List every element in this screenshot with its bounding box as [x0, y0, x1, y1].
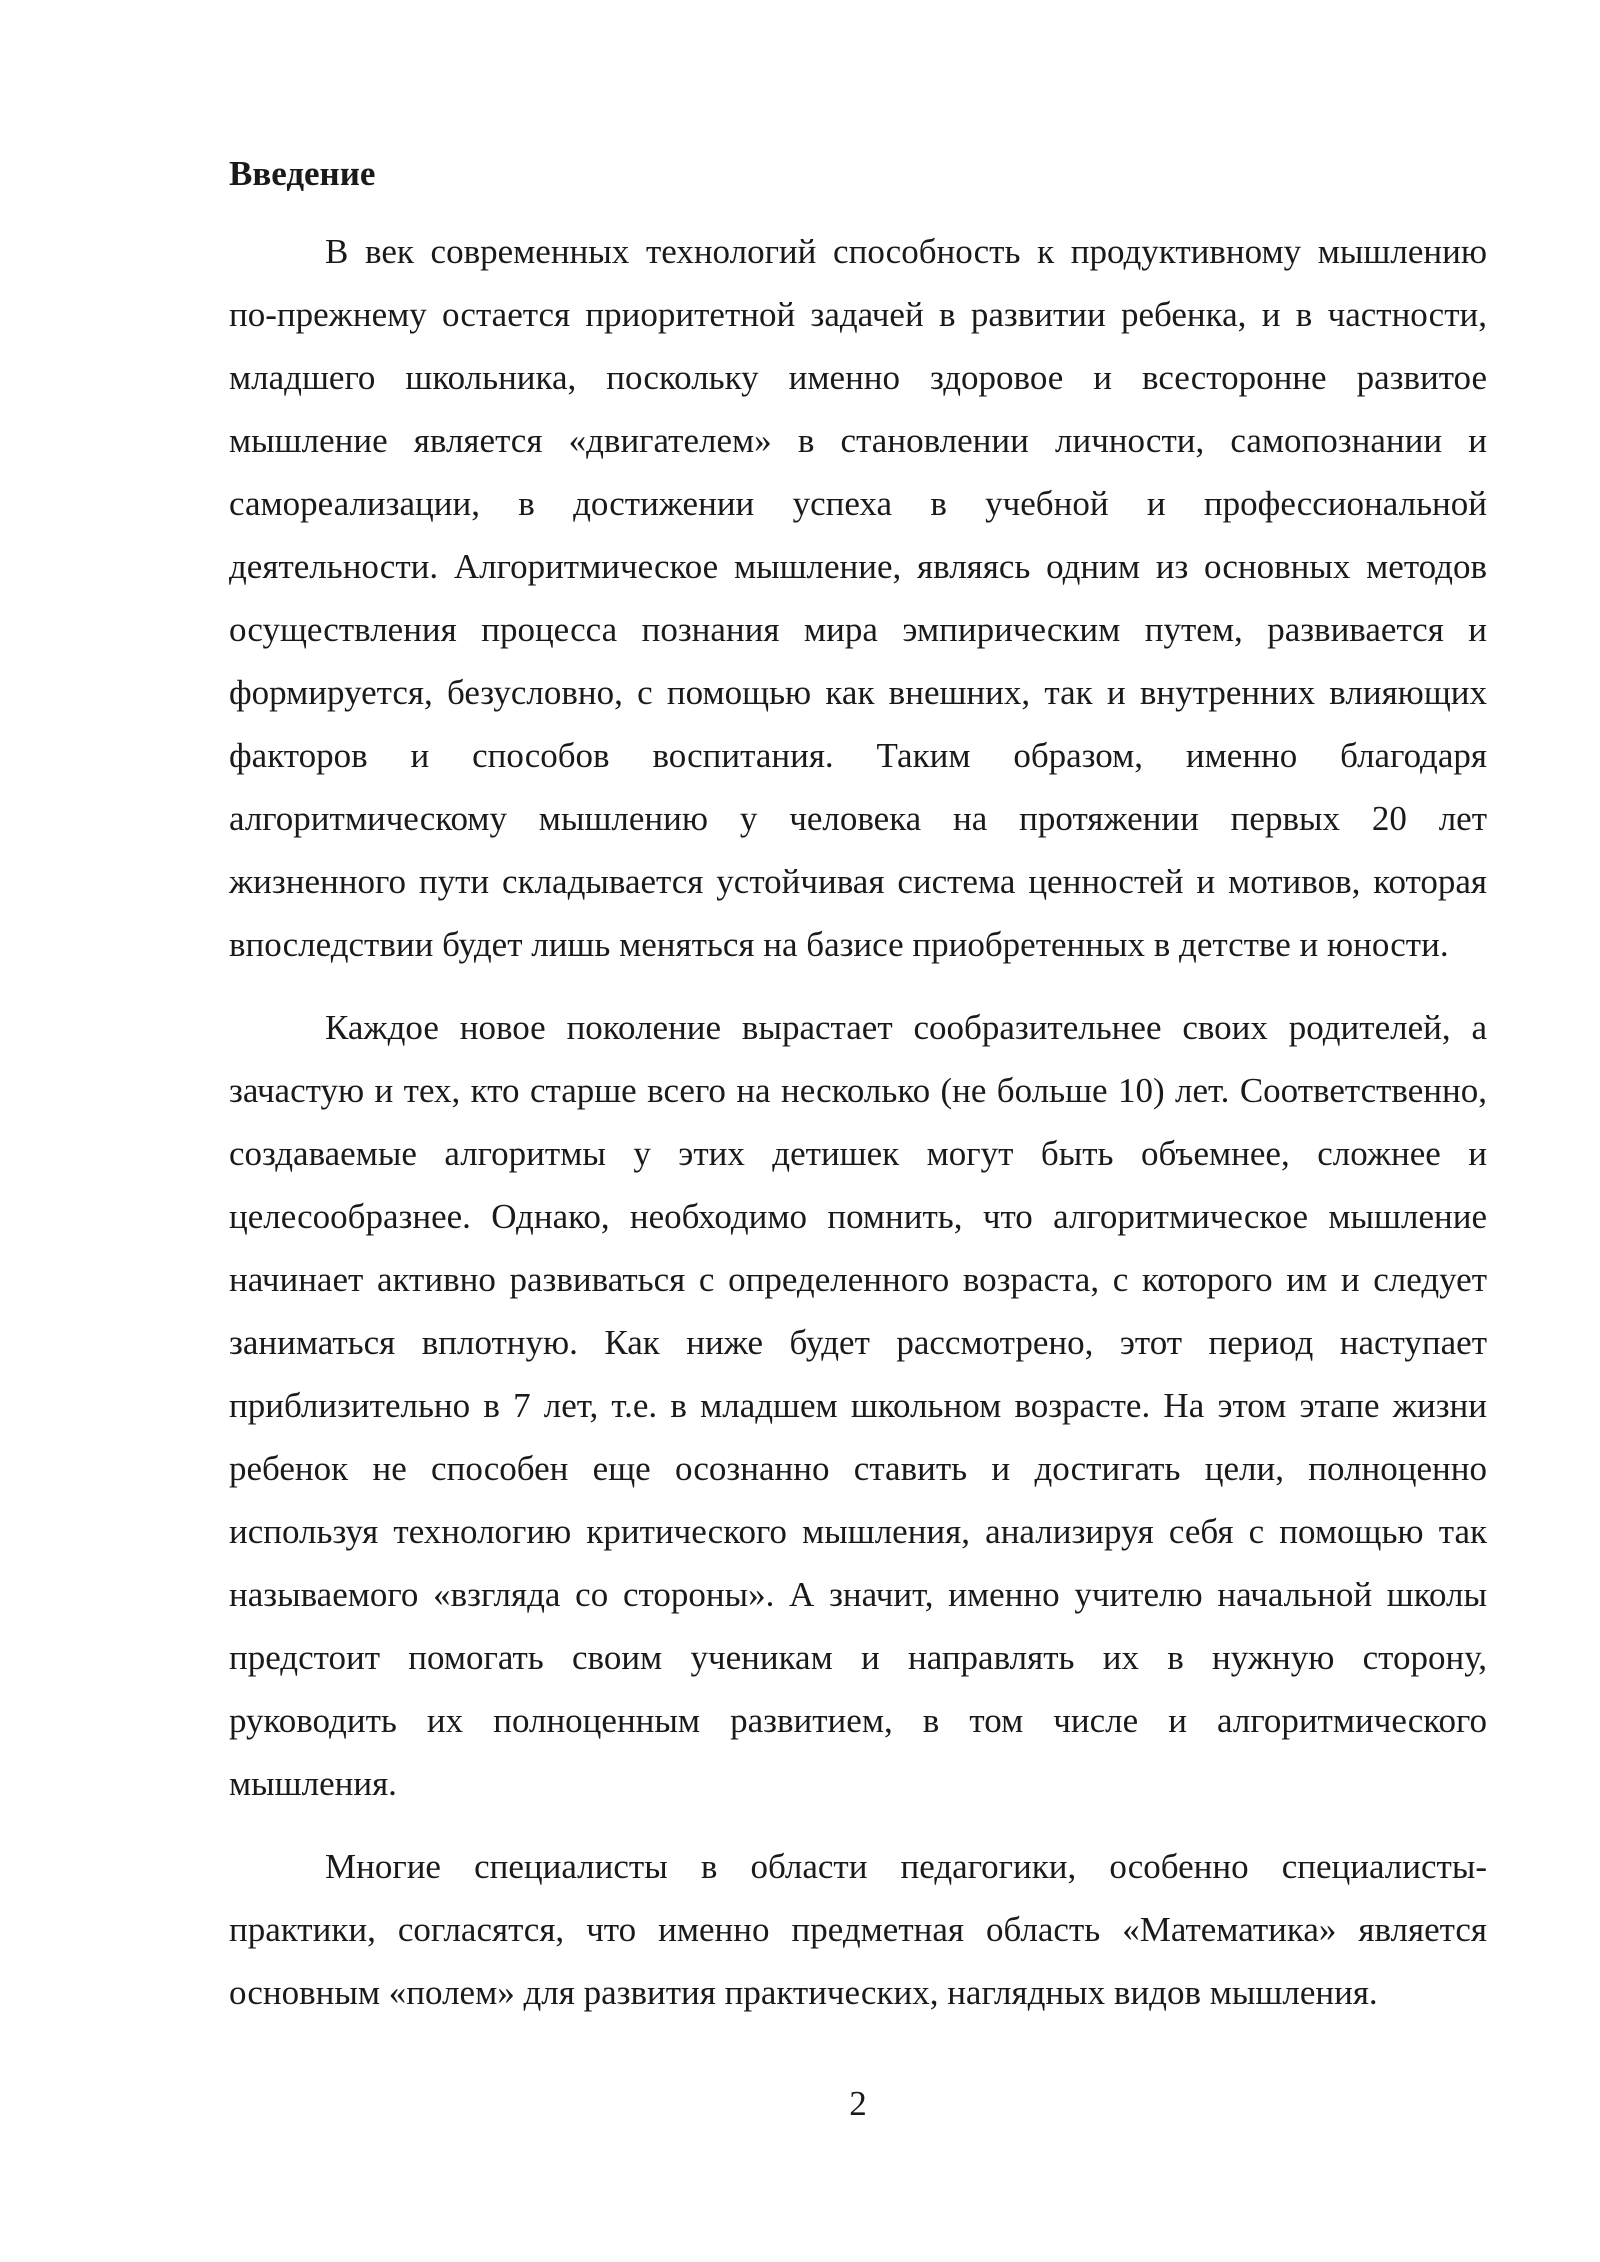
page-body	[229, 148, 1487, 2044]
paragraph: В век современных технологий способность к продуктивному мышлению по-прежнему остается приоритетной задачей в развитии ребенка, и в частности, младшего школьника, поскольку именно здоровое и всесторонне развитое мышление является «двигателем» в становлении личности, самопознании и самореализации, в достижении успеха в учебной и профессиональной деятельности. Алгоритмическое мышление, являясь одним из основных методов осуществления процесса познания мира эмпирическим путем, развивается и формируется, безусловно, с помощью как внешних, так и внутренних влияющих факторов и способов воспитания. Таким образом, именно благодаря алгоритмическому мышлению у человека на протяжении первых 20 лет жизненного пути складывается устойчивая система ценностей и мотивов, которая впоследствии будет лишь меняться на базисе приобретенных в детстве и юности.	[229, 232, 1487, 964]
paragraph: Многие специалисты в области педагогики, особенно специалисты-практики, согласятся, что именно предметная область «Математика» является основным «полем» для развития практических, наглядных видов мышления.	[229, 1847, 1487, 2012]
section-heading: Введение	[229, 154, 376, 193]
paragraph: Каждое новое поколение вырастает сообразительнее своих родителей, а зачастую и тех, кто старше всего на несколько (не больше 10) лет. Соответственно, создаваемые алгоритмы у этих детишек могут быть объемнее, сложнее и целесообразнее. Однако, необходимо помнить, что алгоритмическое мышление начинает активно развиваться с определенного возраста, с которого им и следует заниматься вплотную. Как ниже будет рассмотрено, этот период наступает приблизительно в 7 лет, т.е. в младшем школьном возрасте. На этом этапе жизни ребенок не способен еще осознанно ставить и достигать цели, полноценно используя технологию критического мышления, анализируя себя с помощью так называемого «взгляда со стороны». А значит, именно учителю начальной школы предстоит помогать своим ученикам и направлять их в нужную сторону, руководить их полноценным развитием, в том числе и алгоритмического мышления.	[229, 1008, 1487, 1803]
page-number: 2	[849, 2084, 867, 2123]
